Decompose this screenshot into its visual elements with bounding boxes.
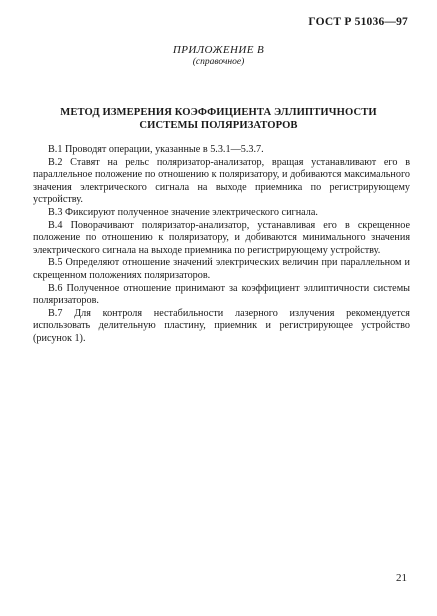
paragraph-b3: В.3 Фиксируют полученное значение электрического сигнала.	[48, 206, 318, 218]
annex-subtitle: (справочное)	[192, 57, 245, 67]
paragraph-b5: В.5 Определяют отношение значений электрических величин при параллельном и скрещенном положениях поляризаторов.	[33, 257, 410, 281]
section-title	[30, 107, 407, 132]
paragraph-b7: В.7 Для контроля нестабильности лазерного излучения рекомендуется использовать делительную пластину, приемник и регистрирующее устройство (рисунок 1).	[33, 307, 410, 344]
paragraph-b1: В.1 Проводят операции, указанные в 5.3.1—5.3.7.	[48, 144, 264, 155]
section-title-line-2: СИСТЕМЫ ПОЛЯРИЗАТОРОВ	[139, 119, 298, 131]
paragraph-b4: В.4 Поворачивают поляризатор-анализатор, устанавливая его в скрещенное положение по отношению к поляризатору, и добиваются минимального значения электрического сигнала на выходе приемника по регистрирующему устройству.	[33, 219, 410, 256]
annex-title: ПРИЛОЖЕНИЕ В	[172, 44, 265, 56]
paragraph-b6: В.6 Полученное отношение принимают за коэффициент эллиптичности системы поляризаторов.	[33, 282, 410, 307]
standard-code: ГОСТ Р 51036—97	[308, 16, 408, 28]
section-title-line-1: МЕТОД ИЗМЕРЕНИЯ КОЭФФИЦИЕНТА ЭЛЛИПТИЧНОСТИ	[60, 107, 377, 118]
paragraph-b2: В.2 Ставят на рельс поляризатор-анализатор, вращая устанавливают его в параллельное положение по отношению к поляризатору, и добиваются максимального значения электрического сигнала на выходе приемника по регистрирующему устройству.	[33, 156, 410, 206]
annex-heading	[0, 44, 437, 68]
page-number: 21	[396, 572, 407, 584]
body-text	[33, 144, 410, 346]
